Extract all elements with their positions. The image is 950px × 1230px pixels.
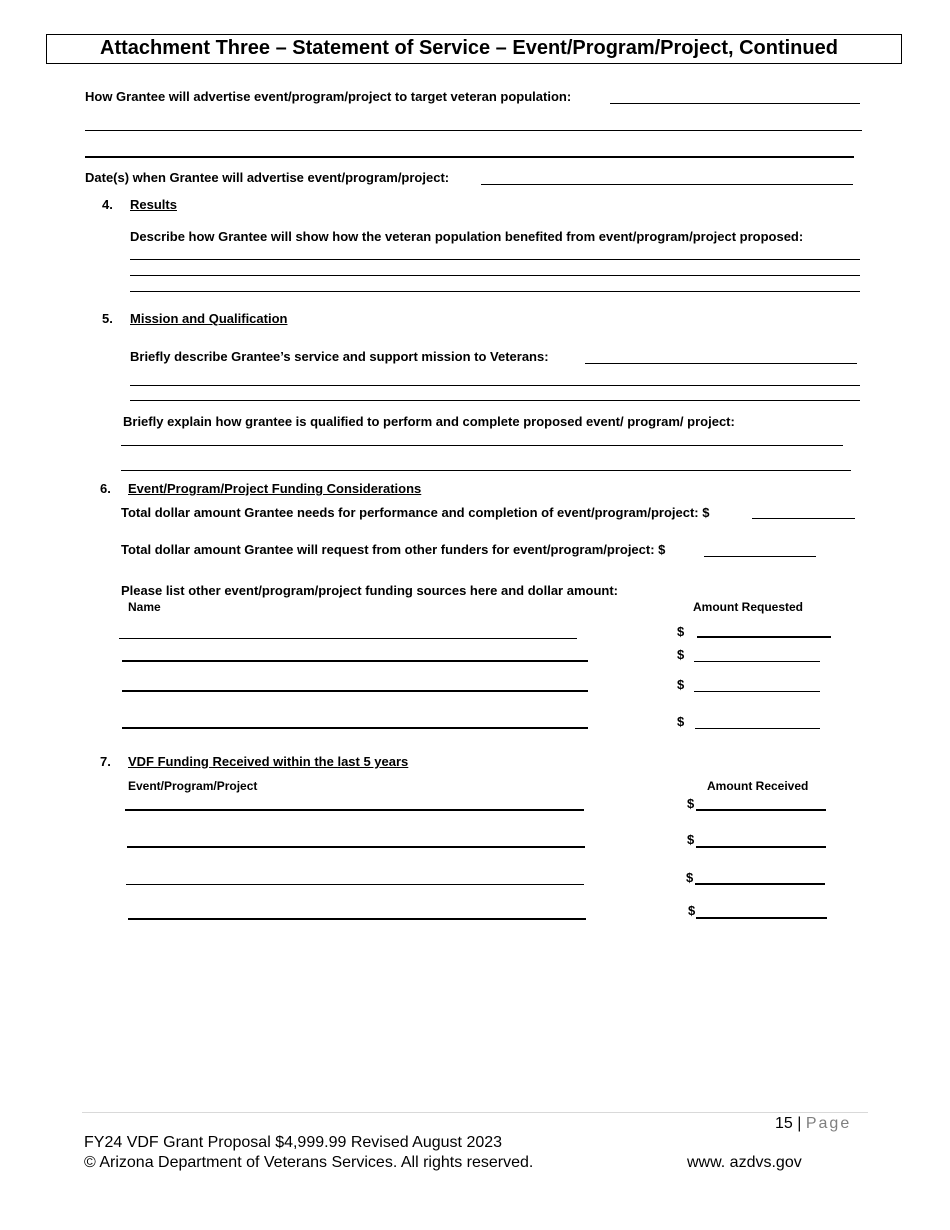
funding-amount-field-3[interactable] <box>694 691 820 692</box>
results-line-1[interactable] <box>130 259 860 260</box>
funding-amount-field-1[interactable] <box>697 636 831 638</box>
section-7-heading: VDF Funding Received within the last 5 years <box>128 754 409 769</box>
footer-line-1: FY24 VDF Grant Proposal $4,999.99 Revised August 2023 <box>84 1134 503 1151</box>
footer-line-2: © Arizona Department of Veterans Services. All rights reserved. <box>84 1154 534 1171</box>
page-number: 15 <box>775 1115 793 1132</box>
funding-name-field-1[interactable] <box>119 638 577 639</box>
section-6-heading: Event/Program/Project Funding Considerations <box>128 481 422 496</box>
advertise-how-line-2[interactable] <box>85 130 862 131</box>
section-5-heading: Mission and Qualification <box>130 311 288 326</box>
advertise-dates-label: Date(s) when Grantee will advertise event/program/project: <box>85 170 450 185</box>
funding-amount-field-4[interactable] <box>695 728 820 729</box>
qualified-prompt: Briefly explain how grantee is qualified to perform and complete proposed event/ program/ project: <box>123 414 735 429</box>
funding-sources-prompt: Please list other event/program/project funding sources here and dollar amount: <box>121 583 618 598</box>
section-4-number: 4. <box>102 197 113 212</box>
received-currency-4: $ <box>688 903 696 918</box>
funding-name-field-2[interactable] <box>122 660 588 662</box>
mission-line-3[interactable] <box>130 400 860 401</box>
funding-currency-1: $ <box>677 624 685 639</box>
received-name-header: Event/Program/Project <box>128 779 258 793</box>
funding-currency-4: $ <box>677 714 685 729</box>
funding-amount-field-2[interactable] <box>694 661 820 662</box>
received-amount-header: Amount Received <box>707 779 809 793</box>
advertise-how-field[interactable] <box>610 103 860 104</box>
section-7-number: 7. <box>100 754 111 769</box>
qualified-line-2[interactable] <box>121 470 851 471</box>
results-prompt: Describe how Grantee will show how the veteran population benefited from event/program/project proposed: <box>130 229 804 244</box>
mission-field[interactable] <box>585 363 857 364</box>
received-amount-field-4[interactable] <box>696 917 827 919</box>
received-name-field-3[interactable] <box>126 884 584 885</box>
funding-name-field-3[interactable] <box>122 690 588 692</box>
page-separator: | <box>797 1115 802 1132</box>
advertise-how-label: How Grantee will advertise event/program/project to target veteran population: <box>85 89 572 104</box>
received-name-field-4[interactable] <box>128 918 586 920</box>
mission-line-2[interactable] <box>130 385 860 386</box>
received-name-field-2[interactable] <box>127 846 585 848</box>
page-indicator <box>775 1115 851 1133</box>
total-needed-field[interactable] <box>752 518 855 519</box>
received-amount-field-2[interactable] <box>696 846 826 848</box>
received-amount-field-3[interactable] <box>695 883 825 885</box>
received-currency-2: $ <box>687 832 695 847</box>
section-5-number: 5. <box>102 311 113 326</box>
total-needed-label: Total dollar amount Grantee needs for performance and completion of event/program/project: $ <box>121 505 710 520</box>
section-4-heading: Results <box>130 197 177 212</box>
total-request-label: Total dollar amount Grantee will request from other funders for event/program/project: $ <box>121 542 666 557</box>
received-currency-1: $ <box>687 796 695 811</box>
total-request-field[interactable] <box>704 556 816 557</box>
funding-name-field-4[interactable] <box>122 727 588 729</box>
page-word: Page <box>805 1115 852 1132</box>
section-6-number: 6. <box>100 481 111 496</box>
results-line-2[interactable] <box>130 275 860 276</box>
mission-prompt: Briefly describe Grantee’s service and support mission to Veterans: <box>130 349 549 364</box>
funding-name-header: Name <box>128 600 161 614</box>
results-line-3[interactable] <box>130 291 860 292</box>
received-currency-3: $ <box>686 870 694 885</box>
page-title: Attachment Three – Statement of Service – Event/Program/Project, Continued <box>100 37 838 59</box>
funding-amount-header: Amount Requested <box>693 600 804 614</box>
received-name-field-1[interactable] <box>125 809 584 811</box>
advertise-how-line-3[interactable] <box>85 156 854 158</box>
footer-website: www. azdvs.gov <box>687 1154 802 1171</box>
received-amount-field-1[interactable] <box>696 809 826 811</box>
advertise-dates-field[interactable] <box>481 184 853 185</box>
qualified-line-1[interactable] <box>121 445 843 446</box>
footer-rule <box>82 1112 868 1113</box>
funding-currency-2: $ <box>677 647 685 662</box>
funding-currency-3: $ <box>677 677 685 692</box>
